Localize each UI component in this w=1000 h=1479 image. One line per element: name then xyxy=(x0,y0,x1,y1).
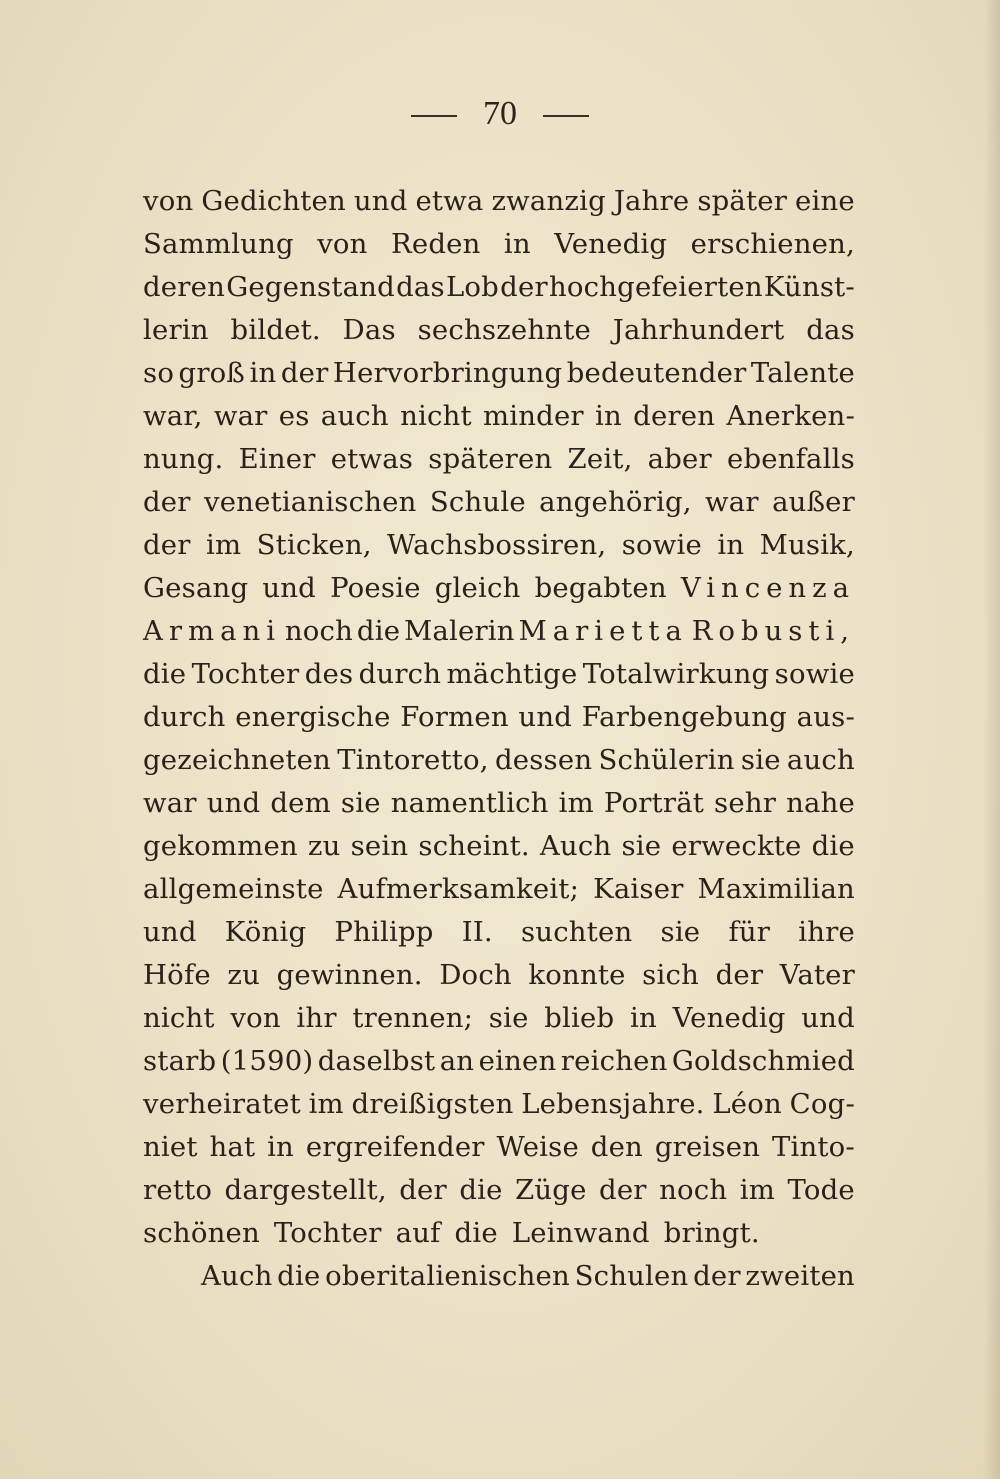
word: der xyxy=(715,959,764,991)
word: späteren xyxy=(428,443,553,475)
word: blieb xyxy=(544,1002,615,1034)
word: Vater xyxy=(779,959,855,991)
text-line xyxy=(143,696,855,739)
word: Schule xyxy=(429,486,526,518)
text-line xyxy=(143,352,855,395)
text-line xyxy=(143,438,855,481)
word: nicht xyxy=(400,400,472,432)
header-dash-left xyxy=(411,115,457,117)
word: oberitalienischen xyxy=(325,1260,570,1292)
word: sich xyxy=(642,959,699,991)
word: sehr xyxy=(714,787,777,819)
word: dreißigsten xyxy=(351,1088,514,1120)
word: hat xyxy=(209,1131,256,1163)
word: auch xyxy=(786,744,855,776)
text-line xyxy=(143,1083,855,1126)
word: die xyxy=(143,658,187,690)
word: trennen; xyxy=(352,1002,474,1034)
text-line xyxy=(143,997,855,1040)
word: außer xyxy=(772,486,855,518)
word: durch xyxy=(358,658,442,690)
word: später xyxy=(697,185,788,217)
word: sie xyxy=(488,1002,529,1034)
body-text xyxy=(143,180,855,1298)
word: Sticken, xyxy=(256,529,372,561)
word: ergreifender xyxy=(305,1131,485,1163)
page-edge-shadow xyxy=(984,0,1000,1479)
word: niet xyxy=(143,1131,198,1163)
word: der xyxy=(280,357,329,389)
word: Schulen xyxy=(574,1260,689,1292)
word: die xyxy=(454,1217,498,1249)
word: erschienen, xyxy=(690,228,855,260)
word: in xyxy=(630,1002,657,1034)
text-line xyxy=(143,481,855,524)
word: in xyxy=(717,529,745,561)
word: Tintoretto, xyxy=(337,744,489,776)
word: sie xyxy=(340,787,381,819)
word: sowie xyxy=(621,529,702,561)
word: von xyxy=(317,228,368,260)
word: hochgefeierten xyxy=(548,271,763,303)
word: Venedig xyxy=(554,228,668,260)
word: gezeichneten xyxy=(143,744,331,776)
text-line xyxy=(143,1169,855,1212)
word: im xyxy=(558,787,594,819)
word: nicht xyxy=(143,1002,215,1034)
text-line xyxy=(143,266,855,309)
word: groß xyxy=(178,357,246,389)
word: so xyxy=(143,357,175,389)
word: Reden xyxy=(390,228,481,260)
word: Lebensjahre. xyxy=(521,1088,705,1120)
word: Künst- xyxy=(763,271,855,303)
word: dem xyxy=(270,787,331,819)
word: Malerin xyxy=(404,615,515,647)
word: Anerken- xyxy=(726,400,855,432)
word: Wachsbossiren, xyxy=(387,529,607,561)
word: Züge xyxy=(515,1174,587,1206)
word: der xyxy=(143,486,191,518)
word: durch xyxy=(143,701,226,733)
word: war, xyxy=(143,400,203,432)
text-line xyxy=(143,782,855,825)
word: zu xyxy=(227,959,260,991)
text-line xyxy=(143,1126,855,1169)
word: reichen xyxy=(560,1045,668,1077)
text-line xyxy=(143,1212,855,1255)
word: von xyxy=(143,185,194,217)
word: Das xyxy=(342,314,396,346)
word: Tochter xyxy=(273,1217,382,1249)
word: gleich xyxy=(434,572,521,604)
word: im xyxy=(205,529,242,561)
word: in xyxy=(595,400,622,432)
word: Auch xyxy=(201,1260,273,1292)
text-line xyxy=(143,610,855,653)
word: des xyxy=(304,658,354,690)
word: zwanzig xyxy=(491,185,606,217)
word: Doch xyxy=(439,959,512,991)
word: Gesang xyxy=(143,572,249,604)
word: deren xyxy=(143,271,226,303)
word: Kaiser xyxy=(593,873,684,905)
word: noch xyxy=(659,1174,728,1206)
word: II. xyxy=(461,916,493,948)
word: sowie xyxy=(774,658,855,690)
word: auf xyxy=(395,1217,441,1249)
text-line xyxy=(143,309,855,352)
word: der xyxy=(399,1174,447,1206)
text-line xyxy=(143,524,855,567)
word: Sammlung xyxy=(143,228,294,260)
text-line xyxy=(143,911,855,954)
word: energische xyxy=(235,701,391,733)
word: schönen xyxy=(143,1217,260,1249)
word: Goldschmied xyxy=(671,1045,855,1077)
word: erweckte xyxy=(671,830,802,862)
word: das xyxy=(396,271,445,303)
word: starb xyxy=(143,1045,217,1077)
word: Cog- xyxy=(789,1088,855,1120)
word: Einer xyxy=(238,443,316,475)
word: für xyxy=(728,916,771,948)
word: und xyxy=(353,185,408,217)
word: in xyxy=(503,228,531,260)
word: Léon xyxy=(712,1088,782,1120)
word: im xyxy=(739,1174,776,1206)
word: angehörig, xyxy=(539,486,692,518)
word: Robusti, xyxy=(691,615,855,647)
word: Zeit, xyxy=(567,443,633,475)
word: zu xyxy=(307,830,341,862)
word: an xyxy=(439,1045,475,1077)
text-line xyxy=(143,825,855,868)
text-line xyxy=(143,954,855,997)
word: Farbengebung xyxy=(581,701,787,733)
word: Tode xyxy=(787,1174,855,1206)
word: die xyxy=(811,830,855,862)
word: Tinto- xyxy=(771,1131,855,1163)
word: Hervorbringung xyxy=(332,357,563,389)
word: sie xyxy=(621,830,662,862)
page-number: 70 xyxy=(483,95,517,132)
word: in xyxy=(267,1131,294,1163)
text-line xyxy=(143,1040,855,1083)
word: dargestellt, xyxy=(224,1174,387,1206)
word: Vincenza xyxy=(680,572,855,604)
word: noch xyxy=(284,615,354,647)
word: Formen xyxy=(400,701,509,733)
word: den xyxy=(590,1131,643,1163)
word: bringt. xyxy=(663,1217,760,1249)
word: Armani xyxy=(143,615,281,647)
word: scheint. xyxy=(418,830,530,862)
word: Musik, xyxy=(759,529,855,561)
word: und xyxy=(518,701,573,733)
text-line xyxy=(143,868,855,911)
word: Jahrhundert xyxy=(612,314,785,346)
header-dash-right xyxy=(543,115,589,117)
word: der xyxy=(599,1174,647,1206)
word: und xyxy=(262,572,316,604)
text-line xyxy=(143,653,855,696)
word: greisen xyxy=(654,1131,761,1163)
word: auch xyxy=(320,400,389,432)
word: lerin xyxy=(143,314,209,346)
word: ihre xyxy=(798,916,855,948)
word: es xyxy=(278,400,310,432)
word: Marietta xyxy=(518,615,688,647)
word: Weise xyxy=(496,1131,579,1163)
word: Aufmerksamkeit; xyxy=(337,873,580,905)
word: aus- xyxy=(796,701,855,733)
word: Poesie xyxy=(330,572,421,604)
word: Leinwand xyxy=(511,1217,650,1249)
word: war xyxy=(705,486,759,518)
word: retto xyxy=(143,1174,213,1206)
word: der xyxy=(693,1260,741,1292)
word: die xyxy=(459,1174,503,1206)
text-line xyxy=(143,567,855,610)
word: daselbst xyxy=(317,1045,436,1077)
word: ihr xyxy=(296,1002,337,1034)
word: Gegenstand xyxy=(226,271,395,303)
word: bedeutender xyxy=(566,357,747,389)
word: der xyxy=(500,271,548,303)
text-line xyxy=(143,739,855,782)
word: und xyxy=(801,1002,855,1034)
word: bildet. xyxy=(230,314,321,346)
word: der xyxy=(143,529,191,561)
word: venetianischen xyxy=(203,486,417,518)
word: von xyxy=(230,1002,281,1034)
word: Maximilian xyxy=(697,873,855,905)
word: Venedig xyxy=(672,1002,786,1034)
word: gewinnen. xyxy=(276,959,423,991)
word: etwas xyxy=(330,443,414,475)
word: verheiratet xyxy=(143,1088,301,1120)
word: die xyxy=(277,1260,321,1292)
word: ebenfalls xyxy=(727,443,855,475)
text-line xyxy=(143,1255,855,1298)
word: begabten xyxy=(534,572,667,604)
text-line xyxy=(143,395,855,438)
word: in xyxy=(249,357,277,389)
word: Lob xyxy=(445,271,499,303)
word: und xyxy=(206,787,261,819)
word: Höfe xyxy=(143,959,211,991)
word: suchten xyxy=(520,916,633,948)
word: das xyxy=(806,314,855,346)
text-line xyxy=(143,180,855,223)
word: konnte xyxy=(528,959,626,991)
word: Jahre xyxy=(613,185,690,217)
word: war xyxy=(213,400,268,432)
word: zweiten xyxy=(745,1260,855,1292)
word: deren xyxy=(633,400,716,432)
word: Tochter xyxy=(191,658,300,690)
word: namentlich xyxy=(390,787,549,819)
word: Talente xyxy=(750,357,855,389)
word: mächtige xyxy=(446,658,578,690)
word: und xyxy=(143,916,197,948)
word: minder xyxy=(482,400,584,432)
word: sein xyxy=(350,830,409,862)
word: im xyxy=(308,1088,344,1120)
word: König xyxy=(224,916,307,948)
word: sie xyxy=(740,744,781,776)
word: nahe xyxy=(786,787,855,819)
word: Gedichten xyxy=(201,185,346,217)
word: war xyxy=(143,787,197,819)
word: eine xyxy=(795,185,855,217)
word: nung. xyxy=(143,443,224,475)
word: einen xyxy=(478,1045,557,1077)
word: Philipp xyxy=(334,916,434,948)
word: die xyxy=(356,615,401,647)
word: Schülerin xyxy=(598,744,735,776)
word: Totalwirkung xyxy=(582,658,770,690)
word: sechszehnte xyxy=(417,314,591,346)
word: allgemeinste xyxy=(143,873,324,905)
word: etwa xyxy=(415,185,484,217)
word: Porträt xyxy=(603,787,705,819)
word: Auch xyxy=(539,830,612,862)
text-line xyxy=(143,223,855,266)
word: gekommen xyxy=(143,830,298,862)
word: sie xyxy=(660,916,701,948)
page-header xyxy=(0,92,1000,136)
word: aber xyxy=(647,443,712,475)
word: (1590) xyxy=(220,1045,314,1077)
word: dessen xyxy=(494,744,593,776)
